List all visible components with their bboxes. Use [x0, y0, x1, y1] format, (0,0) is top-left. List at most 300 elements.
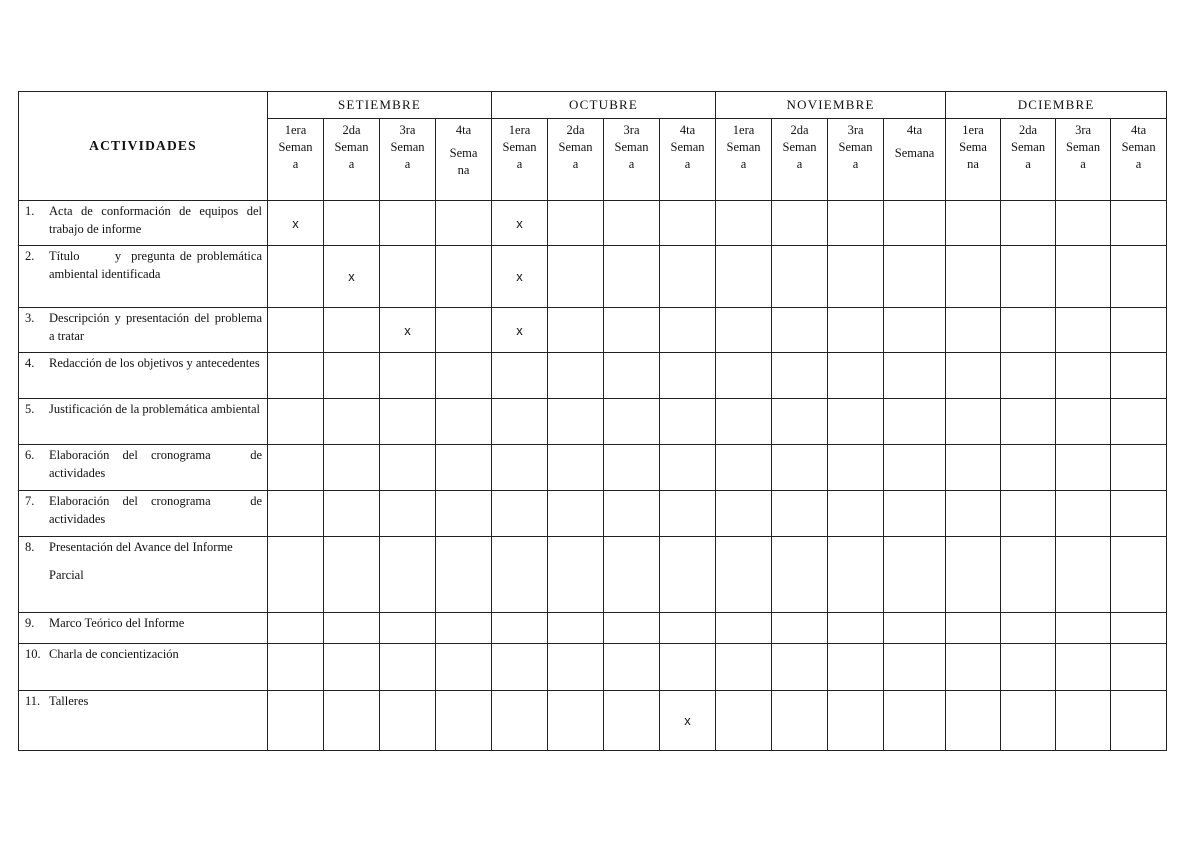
week-cell — [492, 308, 548, 353]
week-cell — [324, 491, 380, 537]
week-header — [946, 119, 1001, 201]
week-cell — [1111, 445, 1167, 491]
week-cell — [436, 201, 492, 246]
activity-label: Elaboración del cronograma de actividades — [49, 448, 266, 480]
week-cell — [380, 308, 436, 353]
week-cell — [828, 353, 884, 399]
table-row — [19, 353, 1167, 399]
week-cell — [548, 308, 604, 353]
table-row — [19, 445, 1167, 491]
week-cell — [946, 201, 1001, 246]
week-header — [324, 119, 380, 201]
week-cell — [884, 613, 946, 644]
week-cell — [884, 491, 946, 537]
week-cell — [828, 201, 884, 246]
week-label-part: Seman — [782, 140, 817, 154]
week-cell — [1001, 246, 1056, 308]
week-cell — [1056, 537, 1111, 613]
week-label-part: a — [572, 157, 579, 171]
week-cell — [548, 537, 604, 613]
month-header: SETIEMBRE — [268, 92, 492, 119]
week-label-part: 2da — [790, 123, 809, 137]
week-cell — [716, 246, 772, 308]
week-cell — [828, 308, 884, 353]
activity-cell — [19, 353, 268, 399]
week-cell — [884, 445, 946, 491]
activity-text — [49, 401, 262, 419]
week-cell — [716, 491, 772, 537]
week-cell — [492, 537, 548, 613]
week-cell — [1111, 399, 1167, 445]
week-cell — [604, 246, 660, 308]
week-cell — [828, 445, 884, 491]
week-cell — [492, 445, 548, 491]
week-cell — [548, 644, 604, 691]
week-cell — [268, 691, 324, 751]
week-label-part: na — [457, 163, 470, 177]
week-cell — [946, 613, 1001, 644]
week-label-part: a — [1080, 157, 1086, 171]
week-cell — [268, 399, 324, 445]
week-cell — [1001, 353, 1056, 399]
schedule-mark: x — [516, 322, 523, 338]
table-row — [19, 246, 1167, 308]
week-label-part: Seman — [670, 140, 705, 154]
week-cell — [380, 201, 436, 246]
week-cell — [268, 537, 324, 613]
week-label-part: 2da — [342, 123, 361, 137]
activity-label: Charla de concientización — [49, 647, 179, 661]
week-label-part: 1era — [732, 123, 755, 137]
week-cell — [772, 353, 828, 399]
week-cell — [380, 246, 436, 308]
week-label-part: Seman — [334, 140, 369, 154]
week-label-part: a — [1135, 157, 1142, 171]
week-cell — [1111, 691, 1167, 751]
week-cell — [716, 353, 772, 399]
week-cell — [1111, 491, 1167, 537]
week-cell — [1111, 246, 1167, 308]
week-label-part: Seman — [726, 140, 761, 154]
week-cell — [548, 201, 604, 246]
activity-text — [49, 447, 266, 482]
week-cell — [324, 353, 380, 399]
week-label-part: 3ra — [623, 123, 640, 137]
week-cell — [660, 308, 716, 353]
activity-cell — [19, 399, 268, 445]
week-label-part: 4ta — [679, 123, 696, 137]
week-header — [380, 119, 436, 201]
week-cell — [946, 445, 1001, 491]
week-cell — [548, 246, 604, 308]
activity-label: Talleres — [49, 694, 89, 708]
week-cell — [436, 691, 492, 751]
week-cell — [604, 644, 660, 691]
week-cell — [828, 537, 884, 613]
week-cell — [548, 691, 604, 751]
week-cell — [1056, 246, 1111, 308]
week-cell — [1056, 201, 1111, 246]
week-header — [268, 119, 324, 201]
week-label-part: na — [967, 157, 979, 171]
week-cell — [268, 308, 324, 353]
week-cell — [1056, 399, 1111, 445]
week-cell — [604, 613, 660, 644]
week-cell — [1056, 308, 1111, 353]
activity-label: Acta de conformación de equipos del trabajo de informe — [49, 204, 266, 236]
week-cell — [1001, 644, 1056, 691]
activity-label: Redacción de los objetivos y antecedentes — [49, 356, 260, 370]
week-cell — [1111, 201, 1167, 246]
week-cell — [660, 201, 716, 246]
week-cell — [1056, 691, 1111, 751]
week-cell — [946, 644, 1001, 691]
week-cell — [716, 691, 772, 751]
schedule-mark: x — [292, 215, 299, 231]
week-label-part: 1era — [284, 123, 307, 137]
week-cell — [660, 445, 716, 491]
week-cell — [268, 246, 324, 308]
week-header — [1111, 119, 1167, 201]
week-cell — [380, 445, 436, 491]
week-cell — [716, 308, 772, 353]
week-cell — [828, 399, 884, 445]
activity-text — [49, 646, 262, 664]
activity-text — [49, 355, 262, 373]
week-cell — [268, 491, 324, 537]
activity-number: 2. — [25, 249, 35, 263]
month-header: OCTUBRE — [492, 92, 716, 119]
week-label-part: 3ra — [847, 123, 864, 137]
week-header — [660, 119, 716, 201]
week-cell — [1111, 613, 1167, 644]
week-cell — [1111, 537, 1167, 613]
week-cell — [268, 644, 324, 691]
week-label-part: 4ta — [455, 123, 472, 137]
activity-number: 3. — [25, 311, 35, 325]
week-cell — [604, 353, 660, 399]
week-cell — [1111, 353, 1167, 399]
table-row — [19, 613, 1167, 644]
schedule-mark: x — [684, 713, 691, 728]
week-cell — [828, 246, 884, 308]
week-cell — [324, 308, 380, 353]
week-header — [1001, 119, 1056, 201]
activity-cell — [19, 691, 268, 751]
week-cell — [1001, 399, 1056, 445]
schedule-mark: x — [516, 269, 523, 284]
week-cell — [548, 445, 604, 491]
activity-extra-label: Parcial — [49, 567, 84, 582]
week-cell — [1111, 308, 1167, 353]
week-cell — [772, 201, 828, 246]
week-header — [492, 119, 548, 201]
week-cell — [1056, 644, 1111, 691]
week-label-part: Seman — [390, 140, 425, 154]
week-header — [436, 119, 492, 201]
week-cell — [380, 491, 436, 537]
week-cell — [884, 308, 946, 353]
week-cell — [660, 613, 716, 644]
week-cell — [660, 537, 716, 613]
week-cell — [772, 537, 828, 613]
table-row — [19, 201, 1167, 246]
week-cell — [604, 308, 660, 353]
week-cell — [660, 399, 716, 445]
week-cell — [946, 308, 1001, 353]
week-cell — [324, 201, 380, 246]
week-cell — [660, 644, 716, 691]
activity-cell — [19, 201, 268, 246]
activity-cell — [19, 246, 268, 308]
activity-number: 5. — [25, 402, 35, 416]
week-cell — [1001, 491, 1056, 537]
week-label-part: a — [348, 157, 355, 171]
week-cell — [492, 613, 548, 644]
activity-number: 4. — [25, 356, 35, 370]
week-cell — [946, 353, 1001, 399]
week-cell — [324, 445, 380, 491]
week-cell — [268, 353, 324, 399]
week-label-part: Sema — [959, 140, 987, 154]
activity-cell — [19, 491, 268, 537]
month-header: NOVIEMBRE — [716, 92, 946, 119]
week-cell — [604, 445, 660, 491]
week-label-part: Seman — [1121, 140, 1156, 154]
week-cell — [772, 445, 828, 491]
week-cell — [436, 491, 492, 537]
week-cell — [1001, 308, 1056, 353]
week-cell — [716, 644, 772, 691]
week-cell — [268, 201, 324, 246]
week-cell — [492, 491, 548, 537]
week-cell — [380, 399, 436, 445]
week-cell — [946, 399, 1001, 445]
week-label-part: a — [796, 157, 803, 171]
table-row — [19, 537, 1167, 613]
week-label-part: a — [292, 157, 299, 171]
week-cell — [436, 613, 492, 644]
week-label-part: 1era — [508, 123, 531, 137]
schedule-mark: x — [516, 215, 523, 231]
activity-label: Marco Teórico del Informe — [49, 616, 185, 630]
week-cell — [884, 201, 946, 246]
table-row — [19, 691, 1167, 751]
week-cell — [828, 491, 884, 537]
week-label-part: Sema — [449, 146, 478, 160]
week-cell — [604, 691, 660, 751]
week-cell — [772, 308, 828, 353]
week-cell — [1056, 445, 1111, 491]
week-label-part: Seman — [502, 140, 537, 154]
week-label-part: Seman — [1011, 140, 1046, 154]
week-cell — [492, 246, 548, 308]
week-cell — [946, 246, 1001, 308]
week-cell — [324, 644, 380, 691]
week-cell — [436, 537, 492, 613]
activity-label: Presentación del Avance del Informe — [49, 540, 233, 554]
week-cell — [884, 691, 946, 751]
activity-label: Justificación de la problemática ambiental — [49, 402, 261, 416]
activity-cell — [19, 613, 268, 644]
activity-number: 9. — [25, 616, 35, 630]
table-row — [19, 308, 1167, 353]
week-header — [1056, 119, 1111, 201]
week-cell — [324, 246, 380, 308]
week-label-part: Seman — [1066, 140, 1101, 154]
table-row — [19, 399, 1167, 445]
schedule-mark: x — [404, 322, 411, 338]
week-label-part: 3ra — [399, 123, 416, 137]
week-cell — [604, 399, 660, 445]
activity-number: 8. — [25, 540, 35, 554]
week-cell — [716, 201, 772, 246]
week-cell — [548, 491, 604, 537]
week-header — [604, 119, 660, 201]
week-cell — [772, 399, 828, 445]
week-cell — [604, 201, 660, 246]
week-cell — [380, 537, 436, 613]
table-row — [19, 644, 1167, 691]
activity-label: Elaboración del cronograma de actividades — [49, 494, 266, 526]
week-cell — [436, 353, 492, 399]
week-cell — [828, 644, 884, 691]
activity-cell — [19, 644, 268, 691]
activity-label: Título y pregunta de problemática ambiental identificada — [49, 249, 266, 281]
activity-text — [49, 615, 262, 633]
week-cell — [324, 537, 380, 613]
week-cell — [492, 201, 548, 246]
week-cell — [828, 691, 884, 751]
week-cell — [1001, 691, 1056, 751]
week-cell — [492, 644, 548, 691]
week-cell — [772, 613, 828, 644]
activity-number: 10. — [25, 647, 41, 661]
week-cell — [380, 353, 436, 399]
week-cell — [268, 613, 324, 644]
activities-header: ACTIVIDADES — [19, 92, 268, 201]
schedule-mark: x — [348, 269, 355, 284]
week-cell — [1001, 537, 1056, 613]
week-label-part: a — [404, 157, 411, 171]
week-cell — [772, 644, 828, 691]
activity-number: 6. — [25, 448, 35, 462]
week-cell — [772, 491, 828, 537]
week-header — [548, 119, 604, 201]
week-cell — [436, 644, 492, 691]
week-cell — [324, 613, 380, 644]
week-label-part: a — [1025, 157, 1031, 171]
week-header — [716, 119, 772, 201]
week-cell — [884, 644, 946, 691]
week-cell — [1001, 201, 1056, 246]
table-row — [19, 491, 1167, 537]
activity-label: Descripción y presentación del problema a tratar — [49, 311, 266, 343]
week-label-part: 3ra — [1075, 123, 1092, 137]
week-cell — [660, 353, 716, 399]
week-header — [772, 119, 828, 201]
week-cell — [436, 246, 492, 308]
week-label-part: 2da — [566, 123, 585, 137]
week-cell — [1001, 445, 1056, 491]
week-header — [884, 119, 946, 201]
week-label-part: Seman — [278, 140, 313, 154]
week-label-part: 1era — [962, 123, 984, 137]
activities-body — [19, 201, 1167, 751]
week-cell — [1001, 613, 1056, 644]
week-cell — [1111, 644, 1167, 691]
week-header — [828, 119, 884, 201]
week-cell — [716, 445, 772, 491]
week-label-part: 4ta — [1130, 123, 1147, 137]
week-label-part: Seman — [614, 140, 649, 154]
week-cell — [380, 613, 436, 644]
week-cell — [436, 308, 492, 353]
week-cell — [380, 644, 436, 691]
activity-cell — [19, 537, 268, 613]
week-cell — [268, 445, 324, 491]
week-cell — [492, 399, 548, 445]
week-label-part: Seman — [558, 140, 593, 154]
activity-text — [49, 693, 262, 711]
week-label-part: a — [740, 157, 747, 171]
week-label-part: Seman — [838, 140, 873, 154]
activity-text — [49, 248, 266, 283]
week-cell — [884, 537, 946, 613]
week-label-part: Semana — [894, 146, 935, 160]
activity-number: 1. — [25, 204, 35, 218]
week-cell — [946, 491, 1001, 537]
schedule-table — [18, 91, 1167, 751]
week-cell — [716, 537, 772, 613]
week-cell — [548, 613, 604, 644]
week-cell — [946, 691, 1001, 751]
week-cell — [660, 491, 716, 537]
activity-text — [49, 493, 266, 528]
week-label-part: a — [684, 157, 691, 171]
week-cell — [1056, 613, 1111, 644]
week-cell — [324, 399, 380, 445]
week-cell — [884, 399, 946, 445]
week-cell — [716, 613, 772, 644]
week-cell — [604, 537, 660, 613]
week-cell — [380, 691, 436, 751]
week-cell — [324, 691, 380, 751]
activity-cell — [19, 445, 268, 491]
week-cell — [884, 353, 946, 399]
week-cell — [660, 246, 716, 308]
activity-number: 7. — [25, 494, 35, 508]
activity-cell — [19, 308, 268, 353]
activity-text — [49, 539, 262, 584]
activity-text — [49, 203, 266, 238]
week-label-part: a — [516, 157, 523, 171]
month-header-row — [19, 92, 1167, 119]
week-cell — [436, 445, 492, 491]
week-cell — [660, 691, 716, 751]
month-header: DCIEMBRE — [946, 92, 1167, 119]
week-cell — [716, 399, 772, 445]
week-cell — [492, 691, 548, 751]
activity-number: 11. — [25, 694, 41, 708]
week-label-part: 2da — [1019, 123, 1038, 137]
week-cell — [604, 491, 660, 537]
activity-text — [49, 310, 266, 345]
week-cell — [436, 399, 492, 445]
week-cell — [772, 691, 828, 751]
week-cell — [946, 537, 1001, 613]
week-cell — [1056, 353, 1111, 399]
